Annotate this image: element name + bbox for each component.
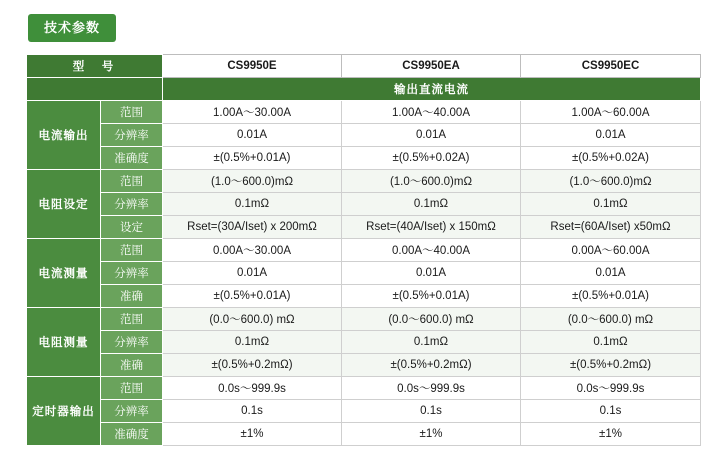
sub-label: 准确: [101, 285, 163, 308]
sub-label: 准确度: [101, 147, 163, 170]
value-cell: 1.00A～60.00A: [521, 101, 701, 124]
value-cell: Rset=(60A/Iset) x50mΩ: [521, 216, 701, 239]
sub-label: 设定: [101, 216, 163, 239]
table-row: [27, 285, 701, 308]
value-cell: ±(0.5%+0.01A): [163, 147, 342, 170]
value-cell: 0.1mΩ: [342, 193, 521, 216]
header-model-1: CS9950E: [163, 55, 342, 78]
sub-label: 范围: [101, 377, 163, 400]
table-row: [27, 147, 701, 170]
sub-label: 分辨率: [101, 193, 163, 216]
group-label-3: 电流测量: [27, 239, 101, 308]
value-cell: ±(0.5%+0.01A): [163, 285, 342, 308]
sub-label: 分辨率: [101, 331, 163, 354]
value-cell: (0.0～600.0) mΩ: [342, 308, 521, 331]
table-row: [27, 170, 701, 193]
value-cell: 0.00A～60.00A: [521, 239, 701, 262]
table-row: [27, 193, 701, 216]
value-cell: (0.0～600.0) mΩ: [163, 308, 342, 331]
table-row: [27, 423, 701, 446]
table-header-row: [27, 55, 701, 78]
sub-label: 范围: [101, 170, 163, 193]
value-cell: 0.01A: [521, 124, 701, 147]
value-cell: ±(0.5%+0.02A): [521, 147, 701, 170]
value-cell: ±(0.5%+0.01A): [342, 285, 521, 308]
group-label-4: 电阻测量: [27, 308, 101, 377]
value-cell: 0.01A: [342, 262, 521, 285]
value-cell: ±1%: [521, 423, 701, 446]
spec-table: [26, 54, 701, 446]
header-model-3: CS9950EC: [521, 55, 701, 78]
value-cell: 0.00A～40.00A: [342, 239, 521, 262]
table-band-row: [27, 78, 701, 101]
table-row: [27, 377, 701, 400]
table-row: [27, 354, 701, 377]
table-row: [27, 101, 701, 124]
value-cell: ±(0.5%+0.2mΩ): [163, 354, 342, 377]
table-row: [27, 239, 701, 262]
table-row: [27, 124, 701, 147]
value-cell: ±1%: [342, 423, 521, 446]
table-row: [27, 216, 701, 239]
sub-label: 范围: [101, 101, 163, 124]
value-cell: 0.0s～999.9s: [163, 377, 342, 400]
band-label: 输出直流电流: [163, 78, 701, 101]
value-cell: ±1%: [163, 423, 342, 446]
value-cell: 0.01A: [342, 124, 521, 147]
sub-label: 范围: [101, 239, 163, 262]
value-cell: 0.00A～30.00A: [163, 239, 342, 262]
value-cell: 0.01A: [163, 262, 342, 285]
value-cell: 0.1s: [342, 400, 521, 423]
value-cell: 0.1mΩ: [521, 331, 701, 354]
value-cell: ±(0.5%+0.2mΩ): [342, 354, 521, 377]
value-cell: (0.0～600.0) mΩ: [521, 308, 701, 331]
table-row: [27, 262, 701, 285]
header-model-2: CS9950EA: [342, 55, 521, 78]
sub-label: 分辨率: [101, 262, 163, 285]
value-cell: (1.0～600.0)mΩ: [521, 170, 701, 193]
table-row: [27, 331, 701, 354]
sub-label: 范围: [101, 308, 163, 331]
sub-label: 分辨率: [101, 400, 163, 423]
header-model-label: 型 号: [27, 55, 163, 78]
band-spacer: [27, 78, 163, 101]
value-cell: (1.0～600.0)mΩ: [342, 170, 521, 193]
group-label-5: 定时器输出: [27, 377, 101, 446]
value-cell: 0.01A: [163, 124, 342, 147]
value-cell: 0.1mΩ: [342, 331, 521, 354]
spec-table-wrapper: [26, 54, 700, 446]
group-label-2: 电阻设定: [27, 170, 101, 239]
value-cell: Rset=(30A/Iset) x 200mΩ: [163, 216, 342, 239]
value-cell: 0.1mΩ: [163, 331, 342, 354]
value-cell: 0.1s: [521, 400, 701, 423]
value-cell: 0.1mΩ: [521, 193, 701, 216]
value-cell: 0.01A: [521, 262, 701, 285]
value-cell: Rset=(40A/Iset) x 150mΩ: [342, 216, 521, 239]
sub-label: 准确: [101, 354, 163, 377]
value-cell: ±(0.5%+0.2mΩ): [521, 354, 701, 377]
value-cell: 1.00A～40.00A: [342, 101, 521, 124]
table-row: [27, 308, 701, 331]
value-cell: (1.0～600.0)mΩ: [163, 170, 342, 193]
sub-label: 准确度: [101, 423, 163, 446]
value-cell: 0.1mΩ: [163, 193, 342, 216]
value-cell: ±(0.5%+0.01A): [521, 285, 701, 308]
value-cell: ±(0.5%+0.02A): [342, 147, 521, 170]
value-cell: 0.0s～999.9s: [342, 377, 521, 400]
value-cell: 0.1s: [163, 400, 342, 423]
section-badge: 技术参数: [28, 14, 116, 42]
value-cell: 1.00A～30.00A: [163, 101, 342, 124]
group-label-1: 电流输出: [27, 101, 101, 170]
sub-label: 分辨率: [101, 124, 163, 147]
value-cell: 0.0s～999.9s: [521, 377, 701, 400]
table-row: [27, 400, 701, 423]
